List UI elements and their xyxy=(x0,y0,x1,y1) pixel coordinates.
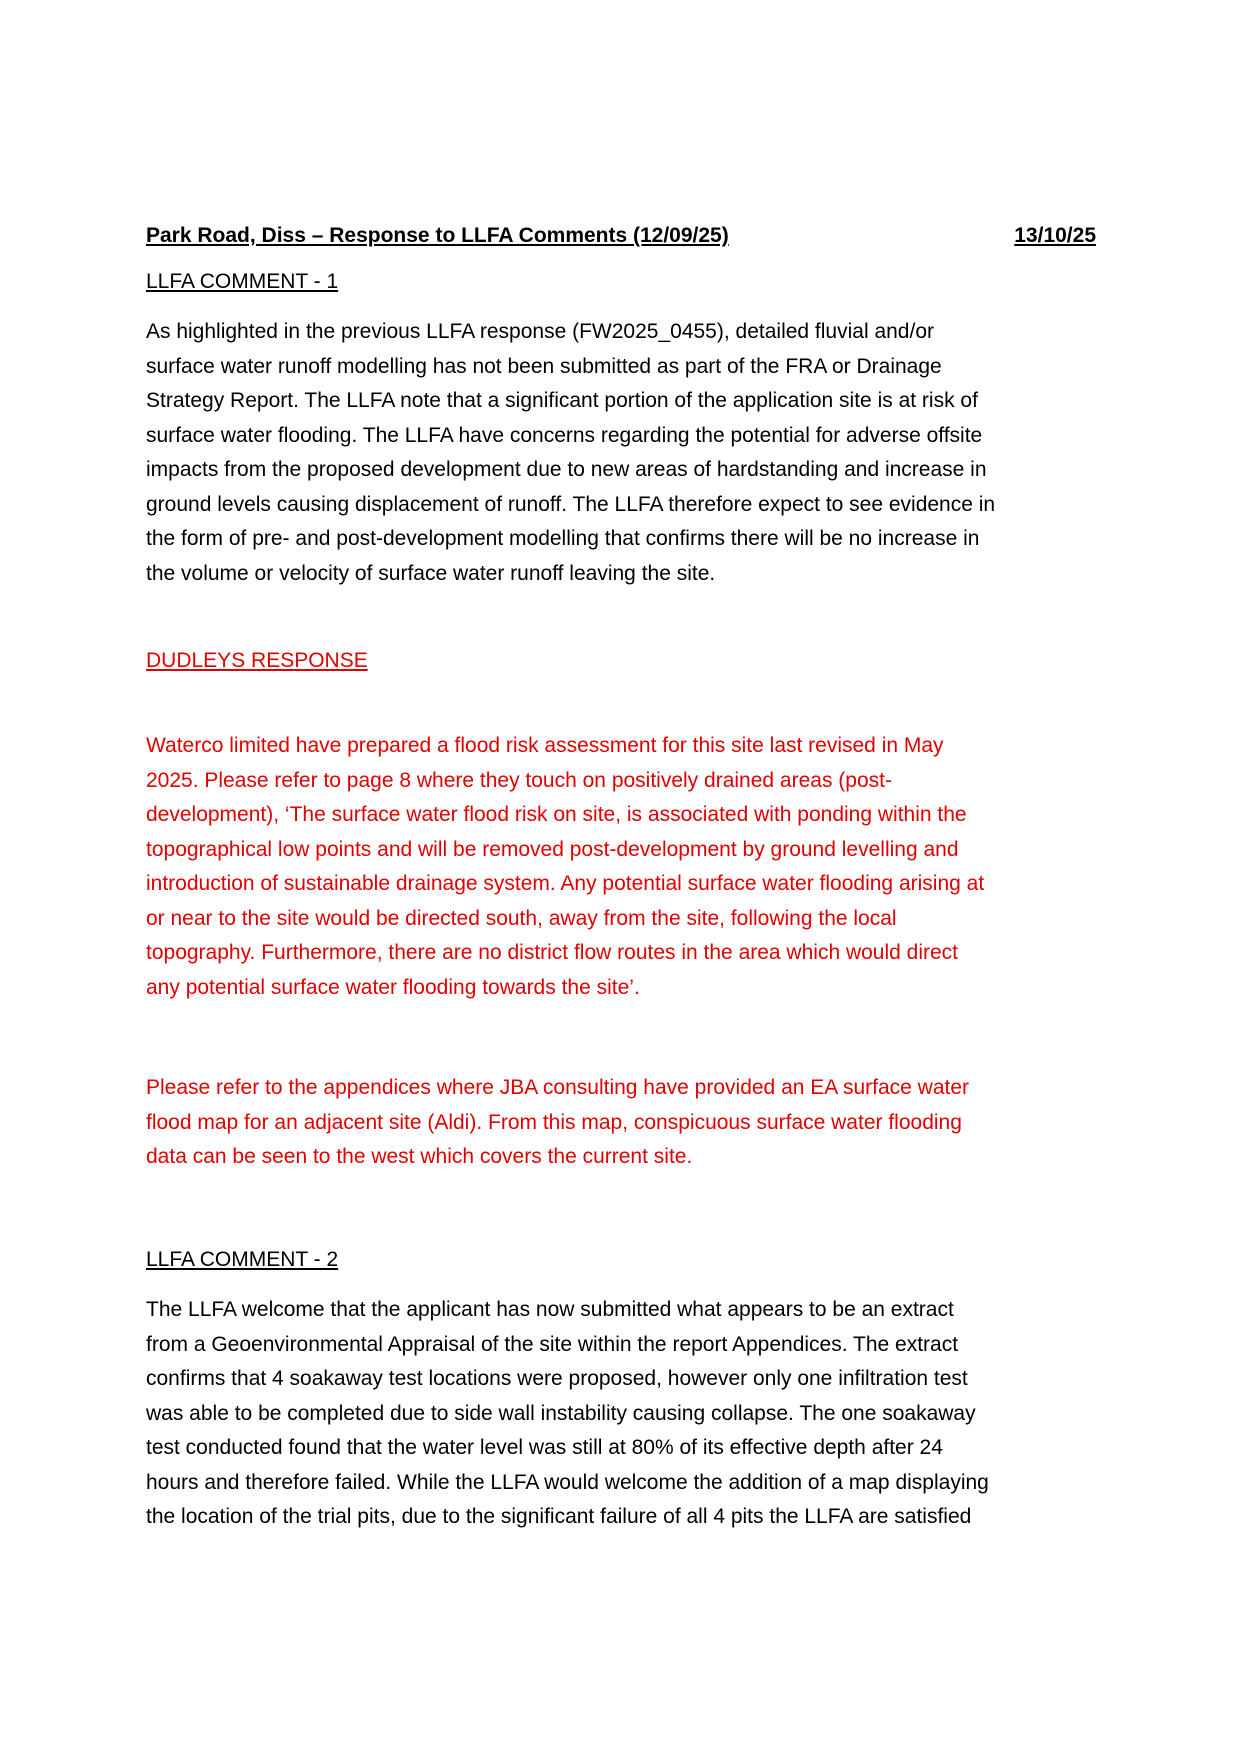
document-title: Park Road, Diss – Response to LLFA Comments (12/09/25) xyxy=(146,224,729,247)
text-line: the form of pre- and post-development modelling that confirms there will be no increase in xyxy=(146,527,980,550)
text-line: hours and therefore failed. While the LLFA would welcome the addition of a map displaying xyxy=(146,1470,989,1494)
dudleys-response-paragraph-2 xyxy=(146,1071,1096,1175)
text-line: or near to the site would be directed south, away from the site, following the local xyxy=(146,906,897,930)
text-line: ground levels causing displacement of runoff. The LLFA therefore expect to see evidence in xyxy=(146,492,996,516)
text-line: the location of the trial pits, due to the significant failure of all 4 pits the LLFA are satisfied xyxy=(146,1505,972,1528)
llfa-comment-2-text xyxy=(146,1293,1096,1535)
text-line: Strategy Report. The LLFA note that a significant portion of the application site is at risk of xyxy=(146,389,978,412)
text-line: The LLFA welcome that the applicant has now submitted what appears to be an extract xyxy=(146,1298,954,1321)
document-page xyxy=(146,0,1096,1754)
text-line: topographical low points and will be removed post-development by ground levelling and xyxy=(146,837,959,861)
text-line: surface water runoff modelling has not been submitted as part of the FRA or Drainage xyxy=(146,354,942,378)
text-line: flood map for an adjacent site (Aldi). From this map, conspicuous surface water flooding xyxy=(146,1110,962,1134)
text-line: introduction of sustainable drainage system. Any potential surface water flooding arising at xyxy=(146,872,985,895)
text-line: from a Geoenvironmental Appraisal of the site within the report Appendices. The extract xyxy=(146,1332,959,1356)
text-line: was able to be completed due to side wall instability causing collapse. The one soakaway xyxy=(146,1401,976,1425)
document-date: 13/10/25 xyxy=(1014,224,1096,247)
dudleys-response-heading: DUDLEYS RESPONSE xyxy=(146,649,368,672)
llfa-comment-1-text xyxy=(146,315,1096,591)
text-line: 2025. Please refer to page 8 where they touch on positively drained areas (post- xyxy=(146,768,892,792)
text-line: topography. Furthermore, there are no district flow routes in the area which would direct xyxy=(146,941,959,964)
dudleys-response-paragraph-1 xyxy=(146,729,1096,1005)
text-line: As highlighted in the previous LLFA response (FW2025_0455), detailed fluvial and/or xyxy=(146,320,934,343)
text-line: Waterco limited have prepared a flood risk assessment for this site last revised in May xyxy=(146,734,944,757)
text-line: development), ‘The surface water flood risk on site, is associated with ponding within the xyxy=(146,803,967,826)
text-line: the volume or velocity of surface water runoff leaving the site. xyxy=(146,561,716,585)
text-line: any potential surface water flooding towards the site’. xyxy=(146,975,640,999)
document-header xyxy=(146,221,1096,251)
llfa-comment-1-heading: LLFA COMMENT - 1 xyxy=(146,270,339,293)
text-line: confirms that 4 soakaway test locations were proposed, however only one infiltration test xyxy=(146,1367,968,1390)
llfa-comment-2-heading: LLFA COMMENT - 2 xyxy=(146,1248,339,1271)
text-line: impacts from the proposed development due to new areas of hardstanding and increase in xyxy=(146,458,987,481)
text-line: data can be seen to the west which covers the current site. xyxy=(146,1145,693,1168)
text-line: test conducted found that the water level was still at 80% of its effective depth after 24 xyxy=(146,1436,943,1459)
text-line: surface water flooding. The LLFA have concerns regarding the potential for adverse offsite xyxy=(146,423,983,447)
text-line: Please refer to the appendices where JBA consulting have provided an EA surface water xyxy=(146,1076,969,1099)
